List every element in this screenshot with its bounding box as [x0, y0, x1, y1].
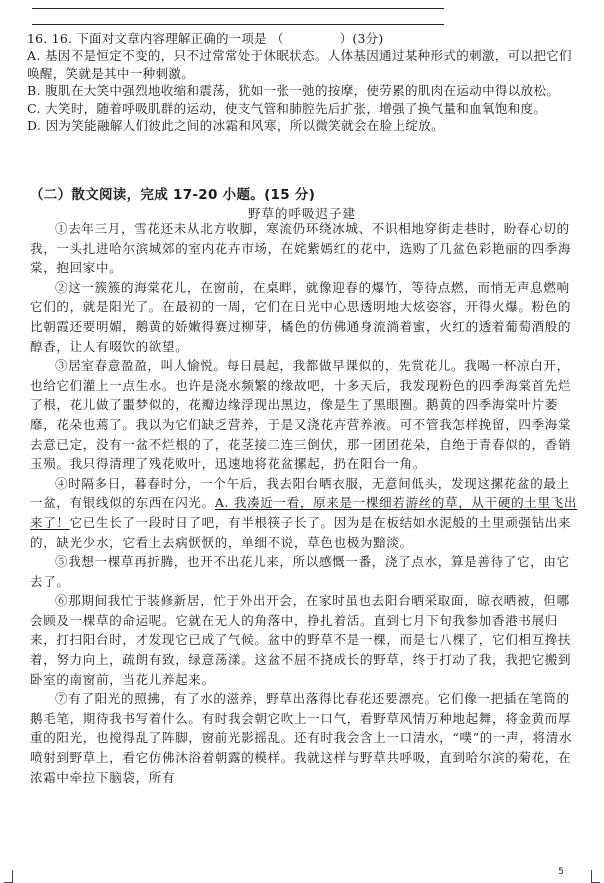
question-score: ）(3分) [339, 31, 384, 46]
option-a: A. 基因不是恒定不变的，只不过常常处于休眠状态。人体基因通过某种形式的刺激，可以把它们唤醒，笑就是其中一种刺激。 [27, 48, 572, 81]
section-heading: （二）散文阅读，完成 17-20 小题。(15 分) [30, 187, 316, 203]
paragraph-1: ①去年三月，雪花还未从北方收脚，寒流仍环绕冰城、不识相地穿街走巷时，盼春心切的我，一头扎进哈尔滨城郊的室内花卉市场，在姹紫嫣红的花中，选购了几盆色彩艳丽的四季海棠，抱回家中。 [30, 221, 572, 276]
paragraph-4-end: 它已生长了一段时日了吧，有半根筷子长了。因为是在板结如水泥般的土里顽强钻出来的，缺光少水，它看上去病恹恹的，单细不说，草色也极为黯淡。 [30, 514, 572, 550]
option-b: B. 腹肌在大笑中强烈地收缩和震荡，犹如一张一弛的按摩，使劳累的肌肉在运动中得以放松。 [27, 83, 560, 99]
top-rule [32, 8, 444, 9]
question-number: 16. [27, 31, 48, 46]
paragraph-5: ⑤我想一棵草再折腾，也开不出花儿来，所以感慨一番，浇了点水，算是善待了它，由它去了。 [30, 554, 570, 589]
crop-mark-right [591, 870, 600, 883]
question-stem-text: 16. 下面对文章内容理解正确的一项是 （ [51, 31, 284, 46]
paragraph-3: ③居室春意盈盈，叫人愉悦。每日晨起，我都做早课似的，先赏花儿。我喝一杯凉白开，也给它们灌上一点生水。也许是浇水频繁的缘故吧，十多天后，我发现粉色的四季海棠首先烂了根，花儿做了噩梦似的，花瓣边缘浮现出黑边，像是生了黑眼圈。鹅黄的四季海棠叶片萎靡，花朵也蔫了。我以为它们缺乏营养，于是又浇花卉营养液。可不管我怎样挽留，四季海棠去意已定，没有一盆不烂根的了，花茎接二连三倒伏，那一团团花朵，自绝于青春似的，香销玉殒。我只得清理了残花败叶，迅速地将花盆摞起，扔在阳台一角。 [30, 358, 572, 472]
paragraph-2: ②这一簇簇的海棠花儿，在窗前，在桌畔，就像迎春的爆竹，等待点燃，而悄无声息燃响它们的，就是阳光了。在最初的一周，它们在日光中心思透明地大炫姿容，开得火爆。粉色的比朝霞还要明媚，鹅黄的娇嫩得赛过柳芽，橘色的仿佛通身流淌着蜜，火红的透着葡萄酒般的醇香，让人有啜饮的欲望。 [30, 279, 572, 354]
crop-mark-left [4, 870, 13, 883]
paragraph-6: ⑥那期间我忙于装修新居，忙于外出开会，在家时虽也去阳台晒采取面，晾衣晒被，但哪会顾及一棵草的命运呢。它就在无人的角落中，挣扎着活。直到七月下旬我参加香港书展归来，打扫阳台时，才发现它已成了气候。盆中的野草不是一棵，而是七八棵了，它们相互搀扶着，努力向上，疏朗有致，绿意荡漾。这盆不屈不挠成长的野草，终于打动了我，我把它搬到卧室的南窗前，当花儿养起来。 [30, 593, 572, 687]
option-d: D. 因为笑能融解人们彼此之间的冰霜和风寒，所以微笑就会在脸上绽放。 [27, 118, 444, 134]
page-number: 5 [558, 867, 564, 877]
paragraph-4-start: ④时隔多日，暮春时分，一个午后，我去阳台晒衣服，无意间低头，发现这摞花盆的最上一盆，有银线似的东西在闪光。 [30, 475, 570, 511]
paragraph-7: ⑦有了阳光的照拂，有了水的滋养，野草出落得比春花还要漂亮。它们像一把插在笔筒的鹅毛笔，期待我书写着什么。有时我会朝它吹上一口气，看野草风情万种地起舞，将金黄而厚重的阳光，也搅得乱了阵脚，窗前光影摇乱。还有时我会含上一口清水，“噗”的一声，将清水喷射到野草上，看它仿佛沐浴着朝露的模样。我就这样与野草共呼吸，直到哈尔滨的菊花，在浓霜中牵拉下脑袋，所有 [30, 691, 573, 785]
question-16 [27, 30, 582, 134]
paragraph-4 [30, 474, 581, 552]
underlined-sentence-a: A. 我凑近一看，原来是一棵细若游丝的草，从干硬的土里飞出来了！ [30, 495, 578, 530]
passage-title: 野草的呼吸迟子建 [247, 206, 356, 221]
option-c: C. 大笑时，随着呼吸肌群的运动，使支气管和肺腔先后扩张，增强了换气量和血氧饱和度。 [27, 100, 547, 116]
header-rule [32, 24, 444, 25]
passage-body [30, 219, 581, 787]
question-16-stem [27, 30, 582, 47]
